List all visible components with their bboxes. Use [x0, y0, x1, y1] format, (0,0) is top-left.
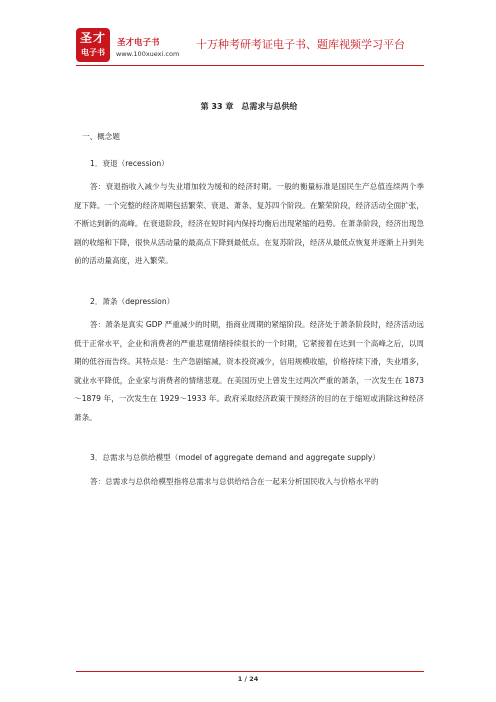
term-title: 1．衰退（recession）	[90, 158, 169, 168]
term-title: 2．萧条（depression）	[90, 296, 175, 306]
term-answer: 答：萧条是真实 GDP 严重减少的时期，指商业周期的紧缩阶段。经济处于萧条阶段时，经济活动远低于正常水平，企业和消费者的严重悲观情绪持续很长的一个时期，它紧接着在达到一个高峰之后，以周期的低谷而告终。其特点是：生产急剧缩减，资本投资减少，信用规模收缩，价格持续下滑，失业增多，就业水平降低，企业家与消费者的情绪悲观。在美国历史上曾发生过两次严重的萧条，一次发生在 1873～1879 年，一次发生在 1929～1933 年。政府采取经济政策干预经济的目的在于缩短或消除这种经济萧条。	[74, 320, 424, 422]
chapter-title: 第 33 章 总需求与总供给	[200, 102, 298, 111]
header-slogan: 十万种考研考证电子书、题库视频学习平台	[196, 38, 405, 51]
term-answer: 答：衰退指收入减少与失业增加较为缓和的经济时期。一般的衡量标准是国民生产总值连续两个季度下降。一个完整的经济周期包括繁荣、衰退、萧条、复苏四个阶段。在繁荣阶段，经济活动全面扩张，不断达到新的高峰。在衰退阶段，经济在短时间内保持均衡后出现紧缩的趋势。在萧条阶段，经济出现急剧的收缩和下降，很快从活动量的最高点下降到最低点。在复苏阶段，经济从最低点恢复并逐渐上升到先前的活动量高度，进入繁荣。	[74, 182, 424, 265]
spacer	[74, 271, 424, 293]
page-number: 1 / 24	[237, 675, 259, 683]
spacer	[74, 427, 424, 449]
section-title: 一、概念题	[82, 132, 120, 141]
shengcai-logo-icon	[76, 28, 110, 62]
logo-text-bottom: 电子书	[81, 48, 105, 57]
page-header	[0, 0, 496, 66]
header-divider	[76, 65, 424, 66]
logo-text-top: 圣才	[79, 31, 106, 45]
term-answer: 答：总需求与总供给模型指将总需求与总供给结合在一起来分析国民收入与价格水平的	[90, 476, 379, 486]
brand-name: 圣才电子书	[117, 38, 160, 48]
footer-divider	[76, 671, 424, 672]
term-title: 3．总需求与总供给模型（model of aggregate demand and aggregate supply）	[90, 453, 380, 462]
brand-url: www.100xuexi.com	[116, 50, 180, 58]
document-body	[74, 98, 424, 491]
